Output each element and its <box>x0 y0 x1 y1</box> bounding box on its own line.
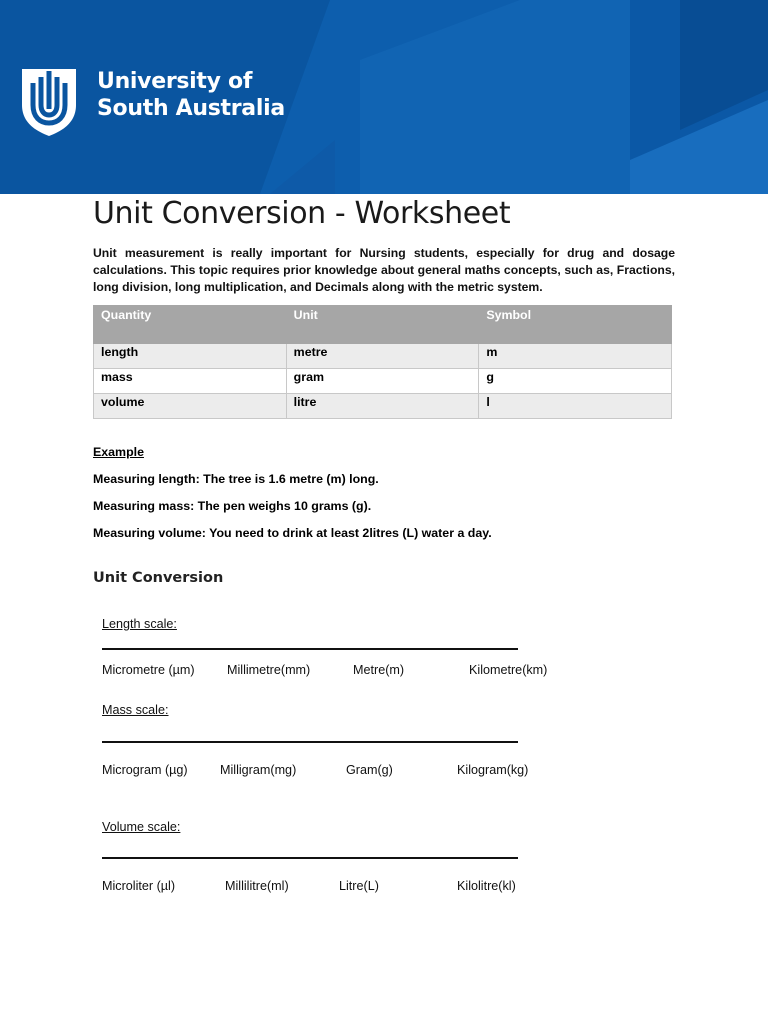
volume-scale-line <box>102 857 518 859</box>
mass-unit-milligram: Milligram(mg) <box>220 763 297 777</box>
column-header-symbol: Symbol <box>479 306 672 344</box>
length-unit-micrometre: Micrometre (µm) <box>102 663 195 677</box>
university-name-line1: University of <box>97 69 253 94</box>
table-cell: mass <box>94 369 287 394</box>
table-cell: length <box>94 344 287 369</box>
university-name <box>97 68 285 122</box>
table-row <box>94 394 672 419</box>
mass-scale-label: Mass scale: <box>102 703 169 717</box>
volume-unit-litre: Litre(L) <box>339 879 379 893</box>
university-logo-icon <box>20 67 78 137</box>
table-cell: g <box>479 369 672 394</box>
table-header-row <box>94 306 672 344</box>
intro-line: calculations. This topic requires prior knowledge about general maths concepts, such as, Fractions, <box>93 263 675 277</box>
intro-line: long division, long multiplication, and Decimals along with the metric system. <box>93 280 543 294</box>
length-unit-millimetre: Millimetre(mm) <box>227 663 311 677</box>
example-mass: Measuring mass: The pen weighs 10 grams (g). <box>93 499 372 513</box>
mass-unit-kilogram: Kilogram(kg) <box>457 763 529 777</box>
header-banner <box>0 0 768 194</box>
table-row <box>94 369 672 394</box>
example-volume: Measuring volume: You need to drink at least 2litres (L) water a day. <box>93 526 492 540</box>
unit-conversion-heading: Unit Conversion <box>93 570 224 586</box>
volume-scale-label: Volume scale: <box>102 820 181 834</box>
example-heading: Example <box>93 445 144 459</box>
length-scale-line <box>102 648 518 650</box>
volume-unit-millilitre: Millilitre(ml) <box>225 879 289 893</box>
mass-unit-microgram: Microgram (µg) <box>102 763 188 777</box>
intro-line: Unit measurement is really important for Nursing students, especially for drug and dosage <box>93 246 675 260</box>
volume-unit-kilolitre: Kilolitre(kl) <box>457 879 516 893</box>
table-cell: m <box>479 344 672 369</box>
table-cell: l <box>479 394 672 419</box>
table-cell: litre <box>286 394 479 419</box>
table-cell: gram <box>286 369 479 394</box>
column-header-unit: Unit <box>286 306 479 344</box>
volume-unit-microliter: Microliter (µl) <box>102 879 176 893</box>
table-cell: volume <box>94 394 287 419</box>
mass-unit-gram: Gram(g) <box>346 763 393 777</box>
units-table <box>93 305 672 419</box>
length-unit-metre: Metre(m) <box>353 663 405 677</box>
length-scale-label: Length scale: <box>102 617 177 631</box>
table-row <box>94 344 672 369</box>
column-header-quantity: Quantity <box>94 306 287 344</box>
intro-paragraph <box>93 245 675 296</box>
university-name-line2: South Australia <box>97 96 285 121</box>
mass-scale-line <box>102 741 518 743</box>
length-unit-kilometre: Kilometre(km) <box>469 663 548 677</box>
page-title: Unit Conversion - Worksheet <box>93 196 511 231</box>
table-cell: metre <box>286 344 479 369</box>
example-length: Measuring length: The tree is 1.6 metre (m) long. <box>93 472 379 486</box>
